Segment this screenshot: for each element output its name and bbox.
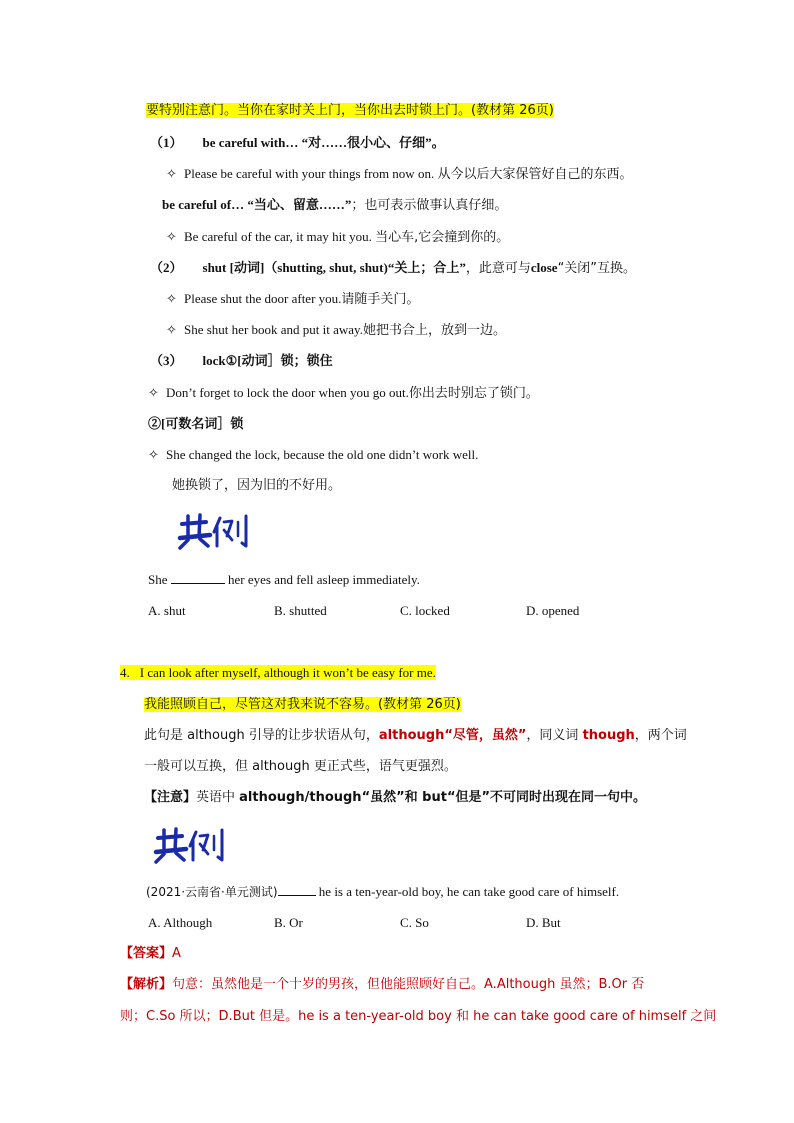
- note-text: 英语中: [196, 790, 240, 805]
- close-word: close: [530, 260, 558, 275]
- option-a[interactable]: A. shut: [148, 603, 186, 618]
- option-b[interactable]: B. Or: [274, 915, 303, 930]
- example-1: [166, 165, 632, 184]
- diamond-bullet-icon: ✧: [166, 291, 177, 306]
- point-num: 4.: [120, 665, 130, 680]
- diamond-bullet-icon: ✧: [166, 229, 177, 244]
- section-3-heading: [150, 352, 333, 370]
- example-6-cn: 她换锁了，因为旧的不好用。: [172, 478, 342, 493]
- explain-text-2: ，同义词: [526, 728, 583, 743]
- question-2: [146, 883, 619, 901]
- example-6: [148, 446, 478, 464]
- section-title: be careful of… “当心、留意……”: [162, 197, 352, 212]
- intro-highlight: 要特别注意门。当你在家时关上门，当你出去时锁上门。(教材第 26页): [146, 103, 554, 118]
- point-4-explain-1: [144, 727, 687, 745]
- section-title: shut [动词]（shutting, shut, shut)“关上；合上”: [202, 260, 466, 275]
- diamond-bullet-icon: ✧: [166, 322, 177, 337]
- point-4-explain-2: 一般可以互换，但 although 更正式些，语气更强烈。: [144, 759, 457, 774]
- section-num: （1）: [150, 135, 183, 150]
- section-1-heading: [150, 134, 445, 152]
- example-en: She changed the lock, because the old one didn’t work well.: [166, 447, 479, 462]
- section-mid: ，此意可与: [465, 261, 531, 276]
- example-en: Be careful of the car, it may hit you.: [184, 229, 372, 244]
- example-en: She shut her book and put it away.: [184, 322, 363, 337]
- answer-head: 【答案】: [120, 946, 173, 961]
- section-num: （2）: [150, 260, 183, 275]
- diamond-bullet-icon: ✧: [148, 447, 159, 462]
- example-3: [166, 290, 419, 309]
- example-en: Don’t forget to lock the door when you go out.: [166, 385, 409, 400]
- analysis-head: 【解析】: [120, 977, 173, 992]
- though-word: though: [582, 728, 635, 743]
- option-d[interactable]: D. But: [526, 915, 561, 930]
- note-bold: although/though“虽然”和 but“但是”: [239, 790, 491, 805]
- explain-text: 此句是 although 引导的让步状语从句，: [144, 728, 379, 743]
- question-post: he is a ten-year-old boy, he can take good care of himself.: [318, 884, 620, 899]
- diamond-bullet-icon: ✧: [148, 385, 159, 400]
- section-tail: “关闭”互换。: [557, 261, 637, 276]
- point-4-cn: [144, 696, 461, 714]
- section-1b-heading: [162, 196, 507, 215]
- section-rest: ；也可表示做事认真仔细。: [351, 198, 508, 213]
- section-3b-heading: ②[可数名词］锁: [148, 416, 244, 431]
- dianli-logo-icon: [152, 826, 226, 866]
- example-5: [148, 384, 539, 403]
- option-d[interactable]: D. opened: [526, 603, 580, 618]
- note-head: 【注意】: [144, 790, 197, 805]
- point-sentence: I can look after myself, although it won’t be easy for me.: [139, 665, 436, 680]
- option-c[interactable]: C. So: [400, 915, 429, 930]
- point-4-title: [120, 664, 436, 682]
- example-cn: 请随手关门。: [341, 292, 420, 307]
- question-pre: She: [148, 572, 168, 587]
- answer-blank[interactable]: [171, 572, 225, 584]
- analysis-line-2: 则；C.So 所以；D.But 但是。he is a ten-year-old boy 和 he can take good care of himself 之间: [120, 1009, 717, 1024]
- example-2: [166, 228, 509, 247]
- although-meaning: although“尽管，虽然”: [378, 728, 527, 743]
- example-cn: 当心车,它会撞到你的。: [375, 230, 510, 245]
- dianli-logo-icon: [176, 512, 250, 552]
- diamond-bullet-icon: ✧: [166, 166, 177, 181]
- option-c[interactable]: C. locked: [400, 603, 450, 618]
- analysis-text: 句意：虽然他是一个十岁的男孩，但他能照顾好自己。A.Although 虽然；B.Or 否: [172, 977, 645, 992]
- note-line: [144, 789, 646, 807]
- question-source: (2021·云南省·单元测试): [146, 885, 278, 899]
- option-a[interactable]: A. Although: [148, 915, 213, 930]
- answer-blank[interactable]: [278, 884, 316, 896]
- intro-line: [146, 102, 554, 120]
- example-4: [166, 321, 506, 340]
- answer-value: A: [172, 946, 181, 961]
- example-en: Please shut the door after you.: [184, 291, 342, 306]
- analysis-line-1: [120, 976, 644, 994]
- explain-text-3: ，两个词: [634, 728, 687, 743]
- option-b[interactable]: B. shutted: [274, 603, 327, 618]
- example-cn: 从今以后大家保管好自己的东西。: [437, 167, 633, 182]
- section-title: lock①[动词］锁；锁住: [202, 353, 333, 368]
- answer-line: [120, 945, 181, 963]
- section-2-heading: [150, 259, 636, 278]
- point-4-highlight: [120, 665, 436, 680]
- question-post: her eyes and fell asleep immediately.: [228, 572, 420, 587]
- example-cn: 她把书合上，放到一边。: [362, 323, 506, 338]
- question-1: [148, 571, 420, 589]
- example-en: Please be careful with your things from now on.: [184, 166, 435, 181]
- section-num: （3）: [150, 353, 183, 368]
- example-cn: 你出去时别忘了锁门。: [408, 386, 539, 401]
- point-4-cn-highlight: 我能照顾自己，尽管这对我来说不容易。(教材第 26页): [144, 697, 461, 712]
- note-text-2: 不可同时出现在同一句中。: [490, 790, 647, 805]
- section-title: be careful with… “对……很小心、仔细”。: [202, 135, 445, 150]
